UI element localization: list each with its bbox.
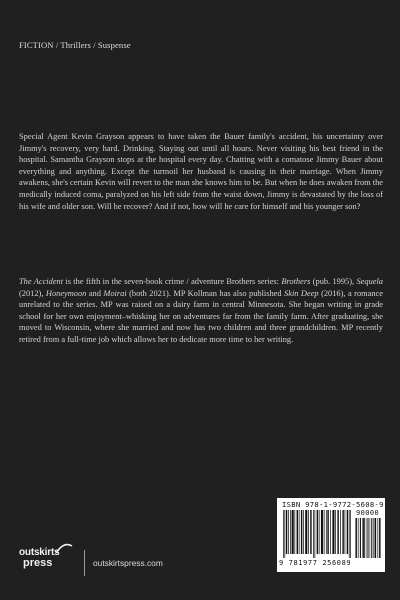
book-blurb: Special Agent Kevin Grayson appears to have taken the Bauer family's accident, his uncertainty over Jimmy's recovery, very hard. Drinking. Staying out until all hours. Never visiting his best friend in the hospital. Samantha Grayson stops at the hospital every day. Chatting with a comatose Jimmy Bauer about everything and anything. Except the turmoil her husband is causing in their marriage. When Jimmy awakens, she's certain Kevin will revert to the man she knows him to be. But when he does awaken from the medically induced coma, paralyzed on his left side from the waist down, Jimmy is devastated by the loss of his wife and older son. Will he recover? And if not, how will he care for himself and his younger son? [19, 132, 383, 211]
series-title-honeymoon: Honeymoon [45, 288, 87, 298]
other-title-skin-deep: Skin Deep [284, 288, 319, 298]
addon-digits: 90000 [356, 509, 380, 517]
book-title: The Accident [19, 277, 64, 286]
series-title-brothers: Brothers [281, 277, 311, 286]
category-label: FICTION / Thrillers / Suspense [19, 40, 131, 50]
addon-bars [355, 518, 381, 558]
series-title-sequela: Sequela [356, 277, 383, 286]
logo-swoosh-icon [55, 543, 73, 555]
publisher-logo [19, 547, 77, 585]
barcode-box [277, 498, 385, 572]
ean-digits: 9 781977 256089 [279, 559, 352, 567]
author-bio: The Accident is the fifth in the seven-book crime / adventure Brothers series: Brothers (pub. 1995), Sequela (2012), Honeymoon and Moirai (both 2021). MP Kollman has also published Skin Deep (2016), a romance unrelated to the series. MP was raised on a dairy farm in central Minnesota. She began writing in grade school for her own enjoyment–whisking her on adventures far from the family farm. After graduating, she moved to Wisconsin, where she married and now has two children and three grandchildren. MP recently retired from a full-time job which allows her to dedicate more time to her writing. [19, 277, 383, 344]
logo-divider [84, 550, 85, 576]
logo-text-outskirts: outskirts [19, 547, 60, 558]
barcode-bars [283, 510, 351, 558]
publisher-website: outskirtspress.com [93, 558, 163, 568]
isbn-label: ISBN 978-1-9772-5608-9 [282, 500, 384, 509]
logo-text-press: press [23, 557, 53, 569]
series-title-moirai: Moirai [103, 288, 127, 298]
